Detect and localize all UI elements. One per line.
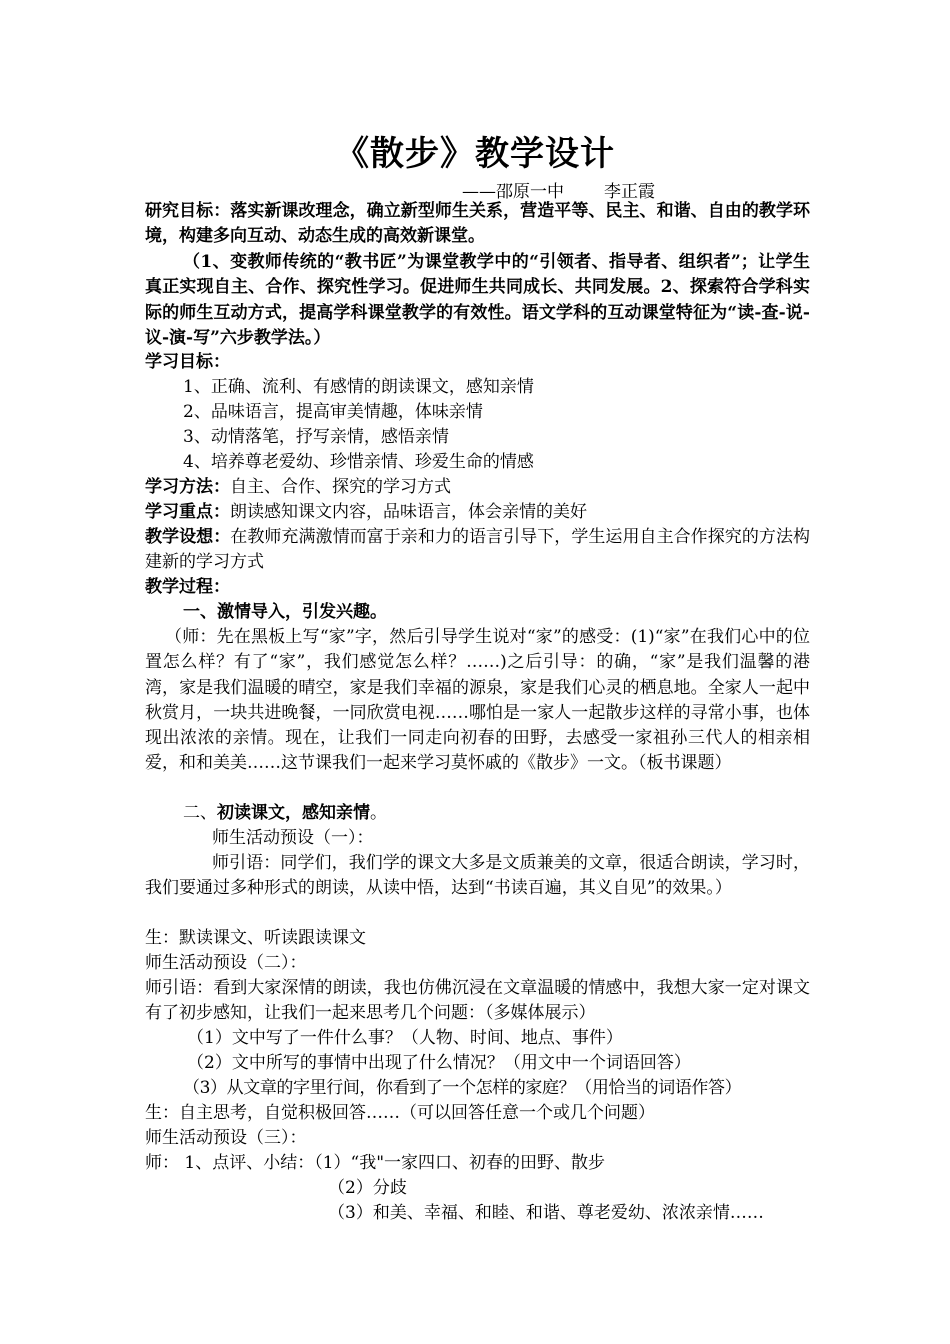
step1-paragraph: （师：先在黑板上写“家”字，然后引导学生说对“家”的感受：(1)“家”在我们心中的位置怎么样？有了“家”，我们感觉怎么样？……)之后引导：的确，“家”是我们温馨的港湾，家是我们温暖的晴空，家是我们幸福的源泉，家是我们心灵的栖息地。全家人一起中秋赏月，一块共进晚餐，一同欣赏电视……哪怕是一家人一起散步这样的寻常小事，也体现出浓浓的亲情。现在，让我们一同走向初春的田野，去感受一家祖孙三代人的相亲相爱，和和美美……这节课我们一起来学习莫怀戚的《散步》一文。（板书课题） (145, 627, 810, 774)
idea-text: 在教师充满激情而富于亲和力的语言引导下，学生运用自主合作探究的方法构建新的学习方式 (145, 527, 811, 573)
research-note: （1、变教师传统的“教书匠”为课堂教学中的“引领者、指导者、组织者”；让学生真正实现自主、合作、探究性学习。促进师生共同成长、共同发展。2、探索符合学科实际的师生互动方式，提高学科课堂教学的有效性。语文学科的互动课堂特征为“读-查-说-议-演-写”六步教学法。） (145, 252, 810, 348)
author-school: ——邵原一中 (462, 182, 564, 202)
focus-label: 学习重点： (145, 502, 230, 522)
focus-text: 朗读感知课文内容，品味语言，体会亲情的美好 (230, 502, 587, 522)
goal-item: 3、动情落笔，抒写亲情，感悟亲情 (183, 427, 449, 447)
research-goal: 研究目标：落实新课改理念，确立新型师生关系，营造平等、民主、和谐、自由的教学环境，构建多向互动、动态生成的高效新课堂。 (145, 201, 810, 247)
goal-item: 2、品味语言，提高审美情趣，体味亲情 (183, 402, 483, 422)
idea-paragraph (145, 525, 810, 576)
process-heading: 教学过程： (145, 577, 230, 597)
learning-goals-heading: 学习目标： (145, 352, 230, 372)
answer-item: （3）和美、幸福、和睦、和谐、尊老爱幼、浓浓亲情…… (328, 1203, 764, 1223)
goal-item: 1、正确、流利、有感情的朗读课文，感知亲情 (183, 377, 534, 397)
focus-line (145, 500, 587, 525)
author-name: 李正霞 (604, 182, 655, 202)
method-label: 学习方法： (145, 477, 230, 497)
question-item: （3）从文章的字里行间，你看到了一个怎样的家庭？（用恰当的词语作答） (183, 1078, 742, 1098)
preset1-paragraph: 师引语：同学们，我们学的课文大多是文质兼美的文章，很适合朗读，学习时，我们要通过多种形式的朗读，从读中悟，达到“书读百遍，其义自见”的效果。） (145, 853, 810, 899)
student-activity-2: 生：自主思考，自觉积极回答……（可以回答任意一个或几个问题） (145, 1103, 655, 1123)
preset2-heading: 师生活动预设（二）： (145, 953, 307, 973)
answer-item: （2）分歧 (328, 1178, 407, 1198)
step2-suffix: 。 (370, 803, 387, 823)
step2-heading (183, 801, 387, 826)
preset1-heading: 师生活动预设（一）： (212, 828, 374, 848)
idea-label: 教学设想： (145, 527, 231, 547)
step1-heading: 一、激情导入，引发兴趣。 (183, 602, 387, 622)
method-line (145, 475, 451, 500)
step2-title: 初读课文，感知亲情 (217, 803, 370, 823)
step2-prefix: 二、 (183, 803, 217, 823)
document-title: 《散步》教学设计 (335, 134, 615, 174)
student-activity-1: 生：默读课文、听读跟读课文 (145, 928, 366, 948)
teacher-summary-line: 师： 1、点评、小结：（1）“我"一家四口、初春的田野、散步 (145, 1153, 606, 1173)
preset2-paragraph: 师引语：看到大家深情的朗读，我也仿佛沉浸在文章温暖的情感中，我想大家一定对课文有了初步感知，让我们一起来思考几个问题：（多媒体展示） (145, 978, 810, 1024)
question-item: （2）文中所写的事情中出现了什么情况？（用文中一个词语回答） (187, 1053, 691, 1073)
question-item: （1）文中写了一件什么事？（人物、时间、地点、事件） (187, 1028, 623, 1048)
preset3-heading: 师生活动预设（三）： (145, 1128, 307, 1148)
goal-item: 4、培养尊老爱幼、珍惜亲情、珍爱生命的情感 (183, 452, 534, 472)
method-text: 自主、合作、探究的学习方式 (230, 477, 451, 497)
